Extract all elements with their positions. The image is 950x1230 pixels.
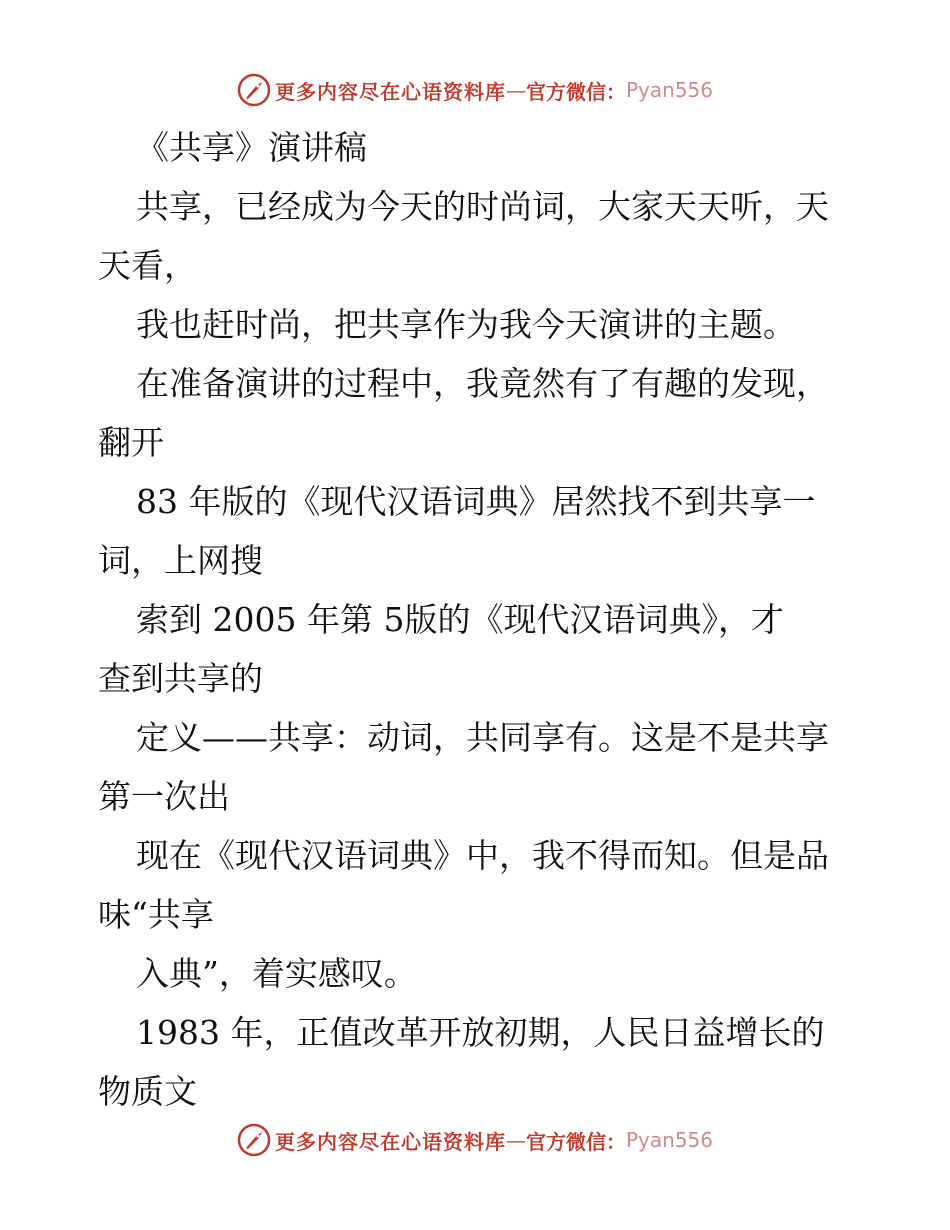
paragraph-line: 天看， bbox=[98, 246, 197, 285]
paragraph-line: 定义——共享：动词，共同享有。这是不是共享 bbox=[136, 718, 829, 757]
banner-separator: — bbox=[505, 78, 526, 102]
paragraph-line: 现在《现代汉语词典》中，我不得而知。但是品 bbox=[136, 836, 829, 875]
paragraph-line: 味“共享 bbox=[98, 895, 214, 934]
fountain-pen-nib-icon bbox=[237, 1123, 271, 1157]
fountain-pen-nib-icon bbox=[237, 73, 271, 107]
paragraph-line: 83 年版的《现代汉语词典》居然找不到共享一 bbox=[136, 482, 816, 521]
paragraph-line: 翻开 bbox=[98, 423, 164, 462]
paragraph-line: 在准备演讲的过程中，我竟然有了有趣的发现， bbox=[136, 364, 829, 403]
banner-wechat-label: 官方微信： bbox=[525, 79, 626, 104]
paragraph-line: 第一次出 bbox=[98, 777, 230, 816]
paragraph-line: 1983 年，正值改革开放初期，人民日益增长的 bbox=[136, 1013, 825, 1052]
document-title: 《共享》演讲稿 bbox=[136, 128, 367, 167]
banner-separator: — bbox=[505, 1128, 526, 1152]
paragraph-line: 索到 2005 年第 5版的《现代汉语词典》，才 bbox=[136, 600, 784, 639]
paragraph-line: 共享，已经成为今天的时尚词，大家天天听，天 bbox=[136, 187, 829, 226]
paragraph-line: 入典”，着实感叹。 bbox=[136, 954, 417, 993]
banner-slogan: 更多内容尽在心语资料库 bbox=[274, 1129, 506, 1154]
footer-banner bbox=[0, 1120, 950, 1160]
header-banner bbox=[0, 70, 950, 110]
paragraph-line: 词，上网搜 bbox=[98, 541, 263, 580]
paragraph-line: 物质文 bbox=[98, 1072, 197, 1111]
banner-wechat-label: 官方微信： bbox=[525, 1129, 626, 1154]
banner-wechat-id: Pyan556 bbox=[625, 78, 713, 102]
document-body bbox=[98, 118, 858, 1121]
paragraph-line: 查到共享的 bbox=[98, 659, 263, 698]
banner-slogan: 更多内容尽在心语资料库 bbox=[274, 79, 506, 104]
paragraph-line: 我也赶时尚，把共享作为我今天演讲的主题。 bbox=[136, 305, 796, 344]
banner-wechat-id: Pyan556 bbox=[625, 1128, 713, 1152]
